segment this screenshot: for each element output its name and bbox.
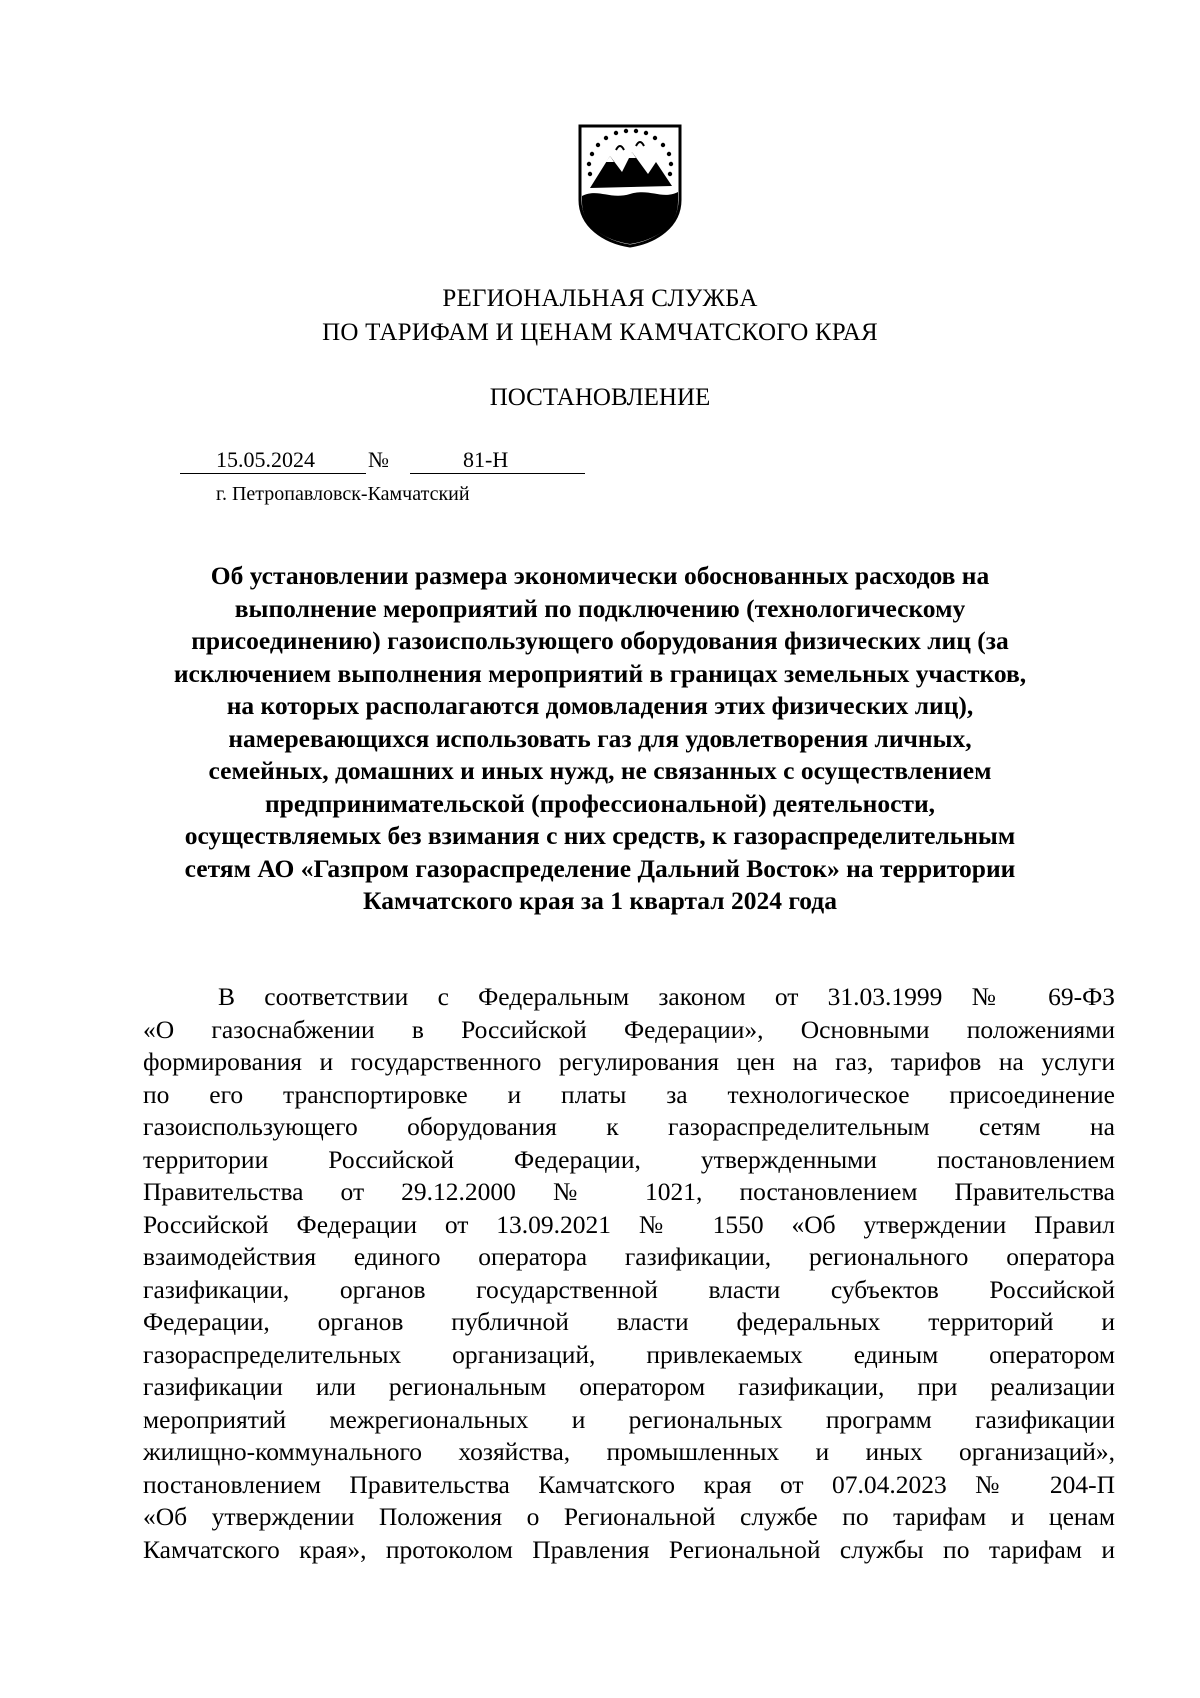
organization-name-line1: РЕГИОНАЛЬНАЯ СЛУЖБА [442, 285, 758, 312]
body-line: газоиспользующего оборудования к газораспределительным сетям на [143, 1112, 1115, 1141]
title-line: Об установлении размера экономически обоснованных расходов на [210, 561, 990, 590]
body-line: Камчатского края», протоколом Правления Региональной службы по тарифам и [143, 1534, 1115, 1564]
body-line: территории Российской Федерации, утвержденными постановлением [143, 1144, 1115, 1174]
body-line: мероприятий межрегиональных и региональных программ газификации [143, 1404, 1115, 1434]
title-line: сетям АО «Газпром газораспределение Дальний Восток» на территории [184, 853, 1016, 883]
title-line: семейных, домашних и иных нужд, не связанных с осуществлением [208, 756, 992, 785]
body-line: Правительства от 29.12.2000 № 1021, постановлением Правительства [143, 1177, 1115, 1206]
body-line: формирования и государственного регулирования цен на газ, тарифов на услуги [143, 1047, 1115, 1076]
body-line: постановлением Правительства Камчатского края от 07.04.2023 № 204-П [143, 1469, 1115, 1499]
body-line: «О газоснабжении в Российской Федерации», Основными положениями [143, 1014, 1115, 1044]
title-line: Камчатского края за 1 квартал 2024 года [363, 886, 837, 915]
body-line: Российской Федерации от 13.09.2021 № 1550 «Об утверждении Правил [143, 1209, 1115, 1239]
document-number: 81-Н [463, 447, 509, 472]
title-line: осуществляемых без взимания с них средств, к газораспределительным [184, 821, 1016, 850]
number-underline [410, 473, 585, 474]
body-line: газораспределительных организаций, привлекаемых единым оператором [143, 1339, 1115, 1369]
body-line: газификации или региональным оператором газификации, при реализации [143, 1372, 1115, 1401]
title-line: намеревающихся использовать газ для удовлетворения личных, [228, 723, 972, 753]
number-sign: № [368, 447, 389, 472]
body-line: газификации, органов государственной власти субъектов Российской [143, 1274, 1115, 1304]
body-line: взаимодействия единого оператора газификации, регионального оператора [143, 1242, 1115, 1271]
body-line: Федерации, органов публичной власти федеральных территорий и [143, 1307, 1115, 1336]
body-line: В соответствии с Федеральным законом от 31.03.1999 № 69-ФЗ [218, 982, 1115, 1011]
body-line: по его транспортировке и платы за технологическое присоединение [143, 1079, 1115, 1109]
body-line: жилищно-коммунального хозяйства, промышленных и иных организаций», [143, 1437, 1115, 1466]
organization-name-line2: ПО ТАРИФАМ И ЦЕНАМ КАМЧАТСКОГО КРАЯ [322, 319, 878, 346]
document-date: 15.05.2024 [216, 447, 315, 472]
title-line: на которых располагаются домовладения этих физических лиц), [226, 691, 974, 720]
document-type: ПОСТАНОВЛЕНИЕ [489, 384, 711, 411]
title-line: присоединению) газоиспользующего оборудования физических лиц (за [191, 626, 1009, 655]
kamchatka-coat-of-arms-icon [576, 122, 684, 248]
title-line: выполнение мероприятий по подключению (технологическому [234, 593, 966, 623]
body-line: «Об утверждении Положения о Региональной службе по тарифам и ценам [143, 1502, 1115, 1531]
document-city: г. Петропавловск-Камчатский [216, 483, 470, 505]
title-line: предпринимательской (профессиональной) деятельности, [264, 788, 936, 818]
document-body [143, 981, 1115, 1566]
document-title [150, 560, 1050, 918]
date-underline [180, 473, 366, 474]
title-line: исключением выполнения мероприятий в границах земельных участков, [173, 658, 1027, 688]
registration-row [180, 447, 585, 475]
